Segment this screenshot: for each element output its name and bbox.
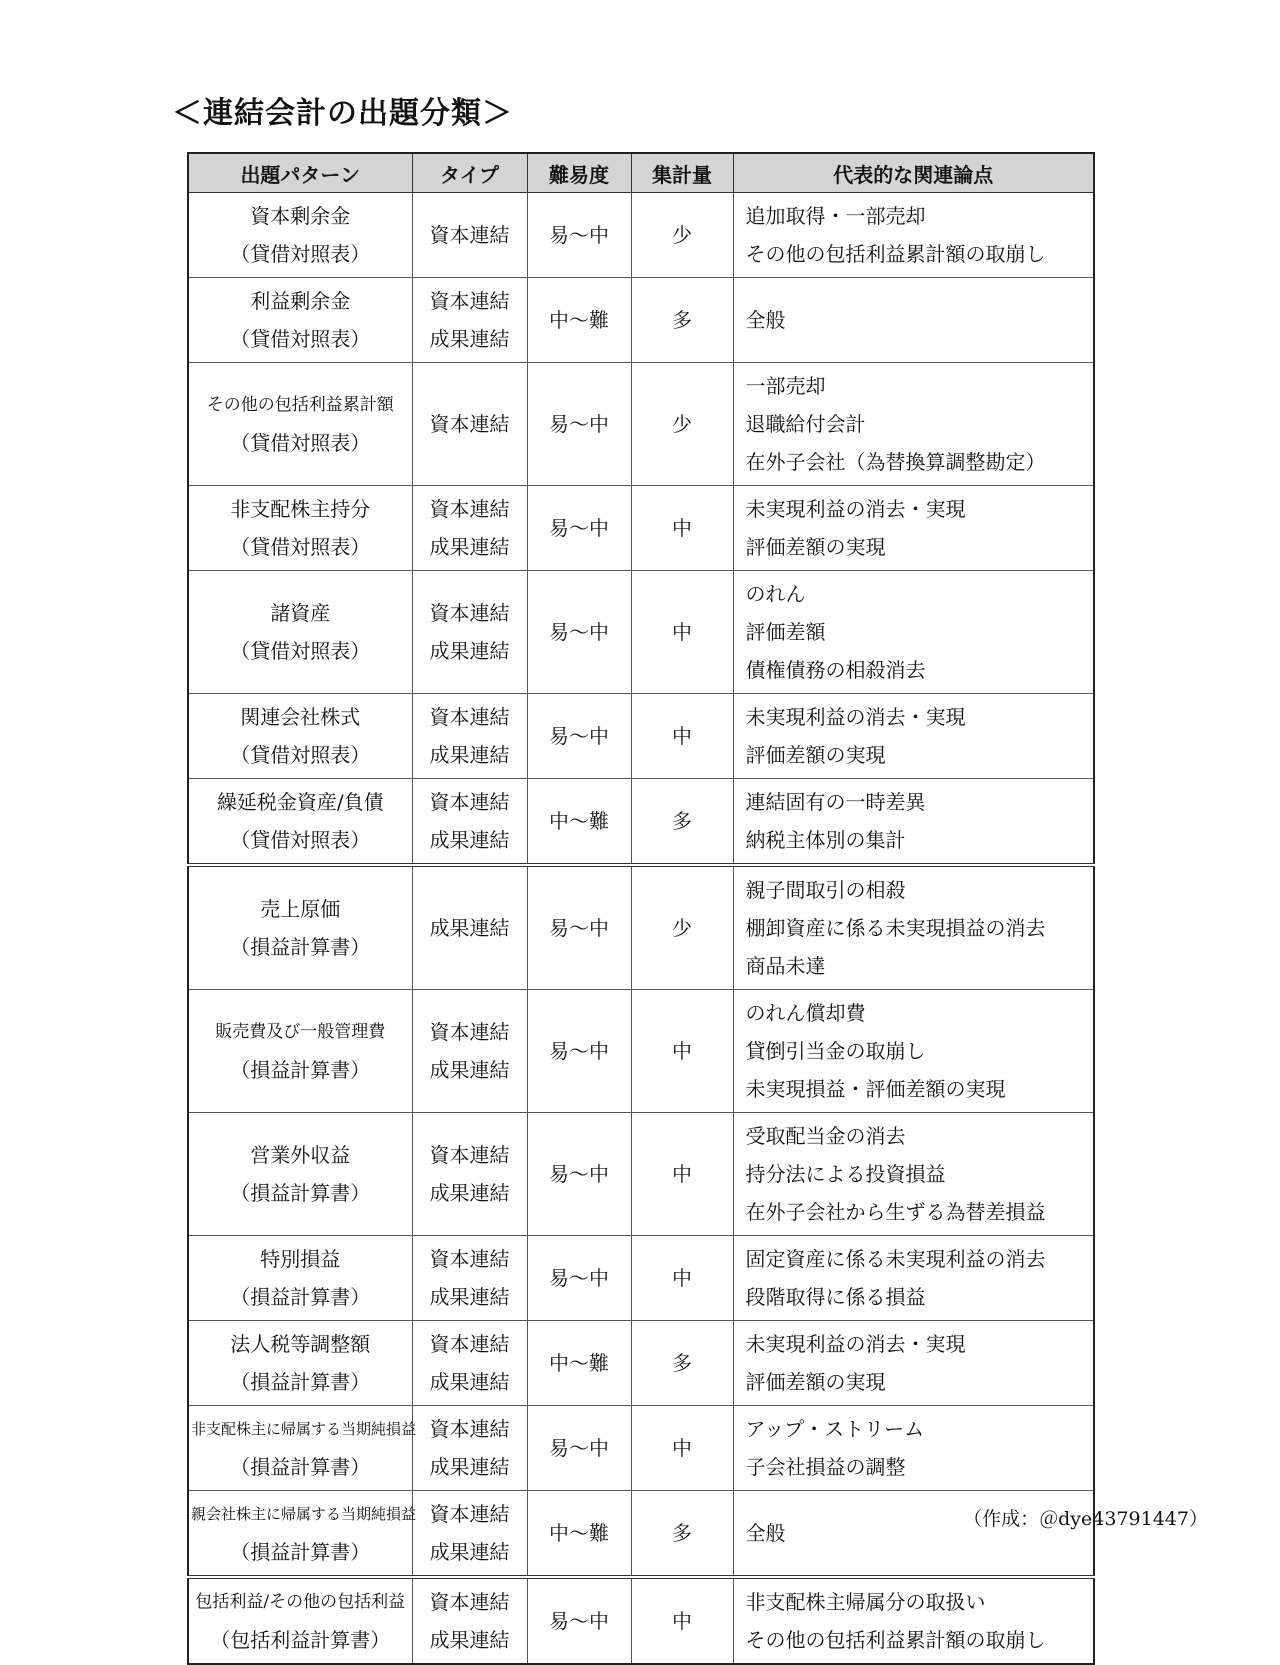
type-cell bbox=[412, 1491, 527, 1578]
pattern-cell bbox=[188, 278, 412, 363]
volume-cell bbox=[631, 1406, 733, 1491]
table-row bbox=[188, 1577, 1094, 1664]
type-cell bbox=[412, 779, 527, 866]
topics-cell bbox=[733, 865, 1094, 990]
topic-item: のれん bbox=[745, 582, 806, 606]
volume-value: 中 bbox=[672, 1039, 692, 1063]
difficulty-cell bbox=[527, 779, 631, 866]
statement-name: （損益計算書） bbox=[230, 1285, 371, 1309]
topics-cell bbox=[733, 779, 1094, 866]
topic-item: 未実現損益・評価差額の実現 bbox=[745, 1077, 1006, 1101]
topic-item: 未実現利益の消去・実現 bbox=[745, 497, 966, 521]
topic-item: 受取配当金の消去 bbox=[745, 1124, 906, 1148]
pattern-cell bbox=[188, 1577, 412, 1664]
volume-value: 中 bbox=[672, 1162, 692, 1186]
difficulty-cell bbox=[527, 1491, 631, 1578]
difficulty-cell bbox=[527, 990, 631, 1113]
difficulty-value: 中～難 bbox=[549, 1351, 609, 1375]
volume-value: 多 bbox=[672, 308, 692, 332]
volume-cell bbox=[631, 1236, 733, 1321]
difficulty-value: 易～中 bbox=[549, 916, 609, 940]
type-label: 成果連結 bbox=[429, 1628, 510, 1652]
pattern-cell bbox=[188, 1491, 417, 1578]
difficulty-value: 中～難 bbox=[549, 809, 609, 833]
difficulty-value: 中～難 bbox=[549, 308, 609, 332]
type-cell bbox=[412, 1406, 527, 1491]
topics-cell bbox=[733, 1113, 1094, 1236]
type-cell bbox=[412, 571, 527, 694]
table-header-row bbox=[188, 153, 1094, 193]
classification-table bbox=[187, 152, 1095, 1665]
author-credit: （作成：＠dye43791447） bbox=[963, 1508, 1208, 1530]
statement-name: （損益計算書） bbox=[230, 935, 371, 959]
pattern-name: 非支配株主持分 bbox=[230, 497, 371, 521]
table-row bbox=[188, 990, 1094, 1113]
volume-cell bbox=[631, 193, 733, 278]
difficulty-value: 易～中 bbox=[549, 412, 609, 436]
volume-cell bbox=[631, 1577, 733, 1664]
table-row bbox=[188, 278, 1094, 363]
type-label: 資本連結 bbox=[429, 1417, 510, 1441]
topics-cell bbox=[733, 278, 1094, 363]
pattern-cell bbox=[188, 571, 412, 694]
type-label: 資本連結 bbox=[429, 1502, 510, 1526]
statement-name: （損益計算書） bbox=[230, 1181, 371, 1205]
volume-cell bbox=[631, 1321, 733, 1406]
statement-name: （貸借対照表） bbox=[230, 535, 371, 559]
topics-cell bbox=[733, 694, 1094, 779]
type-label: 成果連結 bbox=[429, 1285, 510, 1309]
topic-item: 連結固有の一時差異 bbox=[745, 790, 926, 814]
type-label: 資本連結 bbox=[429, 1332, 510, 1356]
topic-item: アップ・ストリーム bbox=[745, 1417, 925, 1441]
topic-item: 全般 bbox=[745, 1521, 786, 1545]
topics-cell bbox=[733, 990, 1094, 1113]
volume-value: 少 bbox=[672, 916, 692, 940]
difficulty-value: 易～中 bbox=[549, 1609, 609, 1633]
pattern-name: 親会社株主に帰属する当期純損益 bbox=[191, 1505, 417, 1523]
volume-cell bbox=[631, 278, 733, 363]
table-row bbox=[188, 694, 1094, 779]
difficulty-cell bbox=[527, 865, 631, 990]
topics-cell bbox=[733, 1236, 1094, 1321]
topic-item: 追加取得・一部売却 bbox=[745, 204, 926, 228]
pattern-name: 資本剰余金 bbox=[250, 204, 351, 228]
statement-name: （包括利益計算書） bbox=[210, 1628, 391, 1652]
difficulty-cell bbox=[527, 486, 631, 571]
pattern-name: 法人税等調整額 bbox=[230, 1332, 371, 1356]
header-type: タイプ bbox=[412, 153, 527, 193]
type-cell bbox=[412, 193, 527, 278]
pattern-cell bbox=[188, 694, 412, 779]
topic-item: 持分法による投資損益 bbox=[745, 1162, 946, 1186]
difficulty-cell bbox=[527, 1321, 631, 1406]
statement-name: （損益計算書） bbox=[230, 1058, 371, 1082]
topic-item: その他の包括利益累計額の取崩し bbox=[745, 242, 1046, 266]
pattern-cell bbox=[188, 1321, 412, 1406]
difficulty-value: 易～中 bbox=[549, 724, 609, 748]
topic-item: 退職給付会計 bbox=[745, 412, 866, 436]
type-label: 成果連結 bbox=[429, 1540, 510, 1564]
topics-cell bbox=[733, 1406, 1094, 1491]
type-label: 資本連結 bbox=[429, 601, 510, 625]
statement-name: （損益計算書） bbox=[230, 1455, 371, 1479]
difficulty-value: 易～中 bbox=[549, 1266, 609, 1290]
type-cell bbox=[412, 1113, 527, 1236]
pattern-cell bbox=[188, 1113, 412, 1236]
difficulty-cell bbox=[527, 1113, 631, 1236]
topics-cell bbox=[733, 363, 1094, 486]
volume-value: 多 bbox=[672, 809, 692, 833]
volume-value: 中 bbox=[672, 1436, 692, 1460]
topic-item: 一部売却 bbox=[745, 374, 826, 398]
type-label: 成果連結 bbox=[429, 1370, 510, 1394]
difficulty-value: 易～中 bbox=[549, 620, 609, 644]
type-label: 資本連結 bbox=[429, 790, 510, 814]
type-cell bbox=[412, 1236, 527, 1321]
type-label: 成果連結 bbox=[429, 639, 510, 663]
pattern-cell bbox=[188, 363, 412, 486]
topic-item: 棚卸資産に係る未実現損益の消去 bbox=[745, 916, 1046, 940]
type-label: 成果連結 bbox=[429, 535, 510, 559]
volume-cell bbox=[631, 363, 733, 486]
type-label: 資本連結 bbox=[429, 705, 510, 729]
topic-item: 在外子会社（為替換算調整勘定） bbox=[745, 450, 1046, 474]
table-row bbox=[188, 1406, 1094, 1491]
pattern-cell bbox=[188, 1406, 417, 1491]
statement-name: （損益計算書） bbox=[230, 1370, 371, 1394]
type-label: 資本連結 bbox=[429, 1247, 510, 1271]
topic-item: 固定資産に係る未実現利益の消去 bbox=[745, 1247, 1046, 1271]
pattern-cell bbox=[188, 779, 412, 866]
header-volume: 集計量 bbox=[631, 153, 733, 193]
table-row bbox=[188, 1236, 1094, 1321]
type-label: 資本連結 bbox=[429, 1020, 510, 1044]
table-row bbox=[188, 1113, 1094, 1236]
statement-name: （貸借対照表） bbox=[230, 828, 371, 852]
volume-cell bbox=[631, 779, 733, 866]
type-label: 成果連結 bbox=[429, 1455, 510, 1479]
pattern-name: 諸資産 bbox=[270, 601, 331, 625]
volume-cell bbox=[631, 1113, 733, 1236]
topics-cell bbox=[733, 1321, 1094, 1406]
topic-item: 親子間取引の相殺 bbox=[745, 878, 906, 902]
type-label: 資本連結 bbox=[429, 1143, 510, 1167]
topic-item: 在外子会社から生ずる為替差損益 bbox=[745, 1200, 1046, 1224]
topic-item: 段階取得に係る損益 bbox=[745, 1285, 926, 1309]
pattern-cell bbox=[188, 990, 412, 1113]
difficulty-value: 易～中 bbox=[549, 1436, 609, 1460]
difficulty-cell bbox=[527, 363, 631, 486]
topic-item: 子会社損益の調整 bbox=[745, 1455, 906, 1479]
difficulty-cell bbox=[527, 1577, 631, 1664]
topic-item: 評価差額の実現 bbox=[745, 743, 886, 767]
statement-name: （貸借対照表） bbox=[230, 639, 371, 663]
volume-cell bbox=[631, 865, 733, 990]
type-label: 資本連結 bbox=[429, 289, 510, 313]
topic-item: 貸倒引当金の取崩し bbox=[745, 1039, 926, 1063]
type-label: 資本連結 bbox=[429, 223, 510, 247]
statement-name: （貸借対照表） bbox=[230, 743, 371, 767]
page-title: ＜連結会計の出題分類＞ bbox=[172, 96, 513, 131]
pattern-name: 利益剰余金 bbox=[250, 289, 351, 313]
type-label: 成果連結 bbox=[429, 1058, 510, 1082]
pattern-name: 営業外収益 bbox=[250, 1143, 351, 1167]
type-cell bbox=[412, 278, 527, 363]
type-cell bbox=[412, 1321, 527, 1406]
topics-cell bbox=[733, 1577, 1094, 1664]
pattern-name: 特別損益 bbox=[260, 1247, 341, 1271]
volume-cell bbox=[631, 486, 733, 571]
type-label: 資本連結 bbox=[429, 1590, 510, 1614]
topic-item: 未実現利益の消去・実現 bbox=[745, 705, 966, 729]
header-difficulty: 難易度 bbox=[527, 153, 631, 193]
type-cell bbox=[412, 865, 527, 990]
pattern-cell bbox=[188, 486, 412, 571]
pattern-cell bbox=[188, 865, 412, 990]
table-row bbox=[188, 193, 1094, 278]
difficulty-value: 易～中 bbox=[549, 1039, 609, 1063]
header-pattern: 出題パターン bbox=[188, 153, 412, 193]
table-row bbox=[188, 1491, 1094, 1578]
pattern-cell bbox=[188, 1236, 412, 1321]
topic-item: のれん償却費 bbox=[745, 1001, 866, 1025]
topic-item: 評価差額の実現 bbox=[745, 535, 886, 559]
type-cell bbox=[412, 694, 527, 779]
topics-cell bbox=[733, 486, 1094, 571]
pattern-name: 繰延税金資産/負債 bbox=[216, 790, 384, 814]
volume-value: 中 bbox=[672, 1609, 692, 1633]
table-row bbox=[188, 363, 1094, 486]
difficulty-value: 易～中 bbox=[549, 1162, 609, 1186]
pattern-name: 販売費及び一般管理費 bbox=[215, 1022, 386, 1042]
topic-item: 全般 bbox=[745, 308, 786, 332]
statement-name: （損益計算書） bbox=[230, 1540, 371, 1564]
volume-value: 少 bbox=[672, 223, 692, 247]
volume-value: 中 bbox=[672, 516, 692, 540]
pattern-name: 関連会社株式 bbox=[240, 705, 361, 729]
statement-name: （貸借対照表） bbox=[230, 431, 371, 455]
volume-value: 中 bbox=[672, 620, 692, 644]
difficulty-cell bbox=[527, 193, 631, 278]
topic-item: 納税主体別の集計 bbox=[745, 828, 906, 852]
table-row bbox=[188, 1321, 1094, 1406]
pattern-name: その他の包括利益累計額 bbox=[206, 395, 394, 415]
volume-value: 中 bbox=[672, 1266, 692, 1290]
volume-cell bbox=[631, 694, 733, 779]
topic-item: 評価差額 bbox=[745, 620, 826, 644]
statement-name: （貸借対照表） bbox=[230, 327, 371, 351]
volume-value: 多 bbox=[672, 1521, 692, 1545]
topics-cell bbox=[733, 193, 1094, 278]
type-cell bbox=[412, 1577, 527, 1664]
topic-item: 債権債務の相殺消去 bbox=[745, 658, 926, 682]
type-label: 成果連結 bbox=[429, 1181, 510, 1205]
topic-item: その他の包括利益累計額の取崩し bbox=[745, 1628, 1046, 1652]
difficulty-value: 易～中 bbox=[549, 516, 609, 540]
pattern-cell bbox=[188, 193, 412, 278]
pattern-name: 売上原価 bbox=[260, 897, 341, 921]
table-row bbox=[188, 779, 1094, 866]
type-cell bbox=[412, 363, 527, 486]
topic-item: 未実現利益の消去・実現 bbox=[745, 1332, 966, 1356]
topics-cell bbox=[733, 571, 1094, 694]
difficulty-cell bbox=[527, 571, 631, 694]
type-cell bbox=[412, 486, 527, 571]
type-label: 成果連結 bbox=[429, 916, 510, 940]
topic-item: 評価差額の実現 bbox=[745, 1370, 886, 1394]
type-label: 成果連結 bbox=[429, 327, 510, 351]
type-cell bbox=[412, 990, 527, 1113]
type-label: 成果連結 bbox=[429, 743, 510, 767]
header-topics: 代表的な関連論点 bbox=[733, 153, 1094, 193]
type-label: 成果連結 bbox=[429, 828, 510, 852]
volume-value: 中 bbox=[672, 724, 692, 748]
difficulty-cell bbox=[527, 1236, 631, 1321]
difficulty-value: 易～中 bbox=[549, 223, 609, 247]
difficulty-cell bbox=[527, 278, 631, 363]
type-label: 資本連結 bbox=[429, 412, 510, 436]
volume-cell bbox=[631, 571, 733, 694]
difficulty-cell bbox=[527, 1406, 631, 1491]
table-row bbox=[188, 571, 1094, 694]
topic-item: 非支配株主帰属分の取扱い bbox=[745, 1590, 986, 1614]
table-row bbox=[188, 486, 1094, 571]
statement-name: （貸借対照表） bbox=[230, 242, 371, 266]
type-label: 資本連結 bbox=[429, 497, 510, 521]
volume-value: 少 bbox=[672, 412, 692, 436]
volume-value: 多 bbox=[672, 1351, 692, 1375]
difficulty-value: 中～難 bbox=[549, 1521, 609, 1545]
pattern-name: 非支配株主に帰属する当期純損益 bbox=[191, 1420, 417, 1438]
volume-cell bbox=[631, 990, 733, 1113]
pattern-name: 包括利益/その他の包括利益 bbox=[195, 1592, 406, 1612]
table-body bbox=[188, 193, 1094, 1665]
volume-cell bbox=[631, 1491, 733, 1578]
topic-item: 商品未達 bbox=[745, 954, 826, 978]
difficulty-cell bbox=[527, 694, 631, 779]
table-row bbox=[188, 865, 1094, 990]
